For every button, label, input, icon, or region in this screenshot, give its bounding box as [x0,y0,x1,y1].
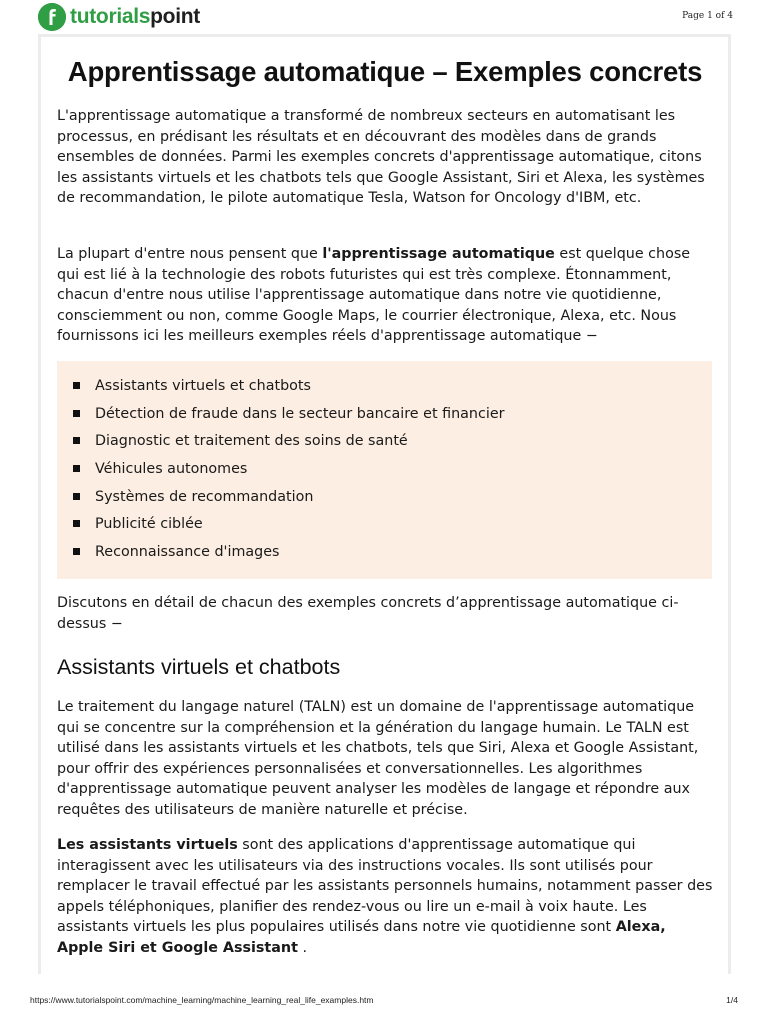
list-item: Publicité ciblée [57,513,712,541]
page-indicator: Page 1 of 4 [682,11,733,21]
bullet-icon [73,520,80,527]
list-item: Détection de fraude dans le secteur bancaire et financier [57,403,712,431]
list-item: Reconnaissance d'images [57,541,712,569]
intro-paragraph: L'apprentissage automatique a transformé de nombreux secteurs en automatisant les processus, en prédisant les résultats et en découvrant des modèles dans de grands ensembles de données. Parmi les exemples concrets d'apprentissage automatique, citons les assistants virtuels et les chatbots tels que Google Assistant, Siri et Alexa, les systèmes de recommandation, le pilote automatique Tesla, Watson for Oncology d'IBM, etc. [57,108,705,207]
bullet-icon [73,382,80,389]
list-item: Assistants virtuels et chatbots [57,375,712,403]
logo-wordmark: tutorialspoint [70,5,200,28]
second-paragraph: La plupart d'entre nous pensent que l'apprentissage automatique est quelque chose qui est lié à la technologie des robots futuristes qui est très complexe. Étonnamment, chacun d'entre nous utilise l'apprentissage automatique dans notre vie quotidienne, consciemment ou non, comme Google Maps, le courrier électronique, Alexa, etc. Nous fournissons ici les meilleurs exemples réels d'apprentissage automatique − [57,246,691,345]
list-item: Systèmes de recommandation [57,486,712,514]
footer-page-number: 1/4 [726,995,738,1005]
virtual-assistants-paragraph: Les assistants virtuels sont des applications d'apprentissage automatique qui interagissent avec les utilisateurs via des instructions vocales. Ils sont utilisés pour remplacer le travail effectué par les assistants personnels humains, notamment passer des appels téléphoniques, planifier des rendez-vous ou lire un e-mail à voix haute. Les assistants virtuels les plus populaires utilisés dans notre vie quotidienne sont Alexa, Apple Siri et Google Assistant . [57,837,713,956]
list-item: Diagnostic et traitement des soins de santé [57,430,712,458]
examples-list [57,375,712,569]
examples-list-box [57,361,712,579]
bullet-icon [73,437,80,444]
list-item: Véhicules autonomes [57,458,712,486]
page-header [0,0,768,34]
bold-term: l'apprentissage automatique [322,246,555,262]
bullet-icon [73,548,80,555]
tutorialspoint-logo[interactable] [38,2,200,32]
bullet-icon [73,493,80,500]
footer-url[interactable]: https://www.tutorialspoint.com/machine_learning/machine_learning_real_life_examples.htm [30,995,374,1005]
discussion-paragraph: Discutons en détail de chacun des exemples concrets d’apprentissage automatique ci-dessus − [57,595,679,632]
page-title: Apprentissage automatique – Exemples concrets [67,56,703,87]
section-heading: Assistants virtuels et chatbots [57,655,341,679]
bullet-icon [73,410,80,417]
nlp-paragraph: Le traitement du langage naturel (TALN) est un domaine de l'apprentissage automatique qui se concentre sur la compréhension et la génération du langage humain. Le TALN est utilisé dans les assistants virtuels et les chatbots, tels que Siri, Alexa et Google Assistant, pour offrir des expériences personnalisées et conversationnelles. Les algorithmes d'apprentissage automatique peuvent analyser les modèles de langage et répondre aux requêtes des utilisateurs de manière naturelle et précise. [57,699,699,818]
logo-icon [38,3,66,31]
bullet-icon [73,465,80,472]
